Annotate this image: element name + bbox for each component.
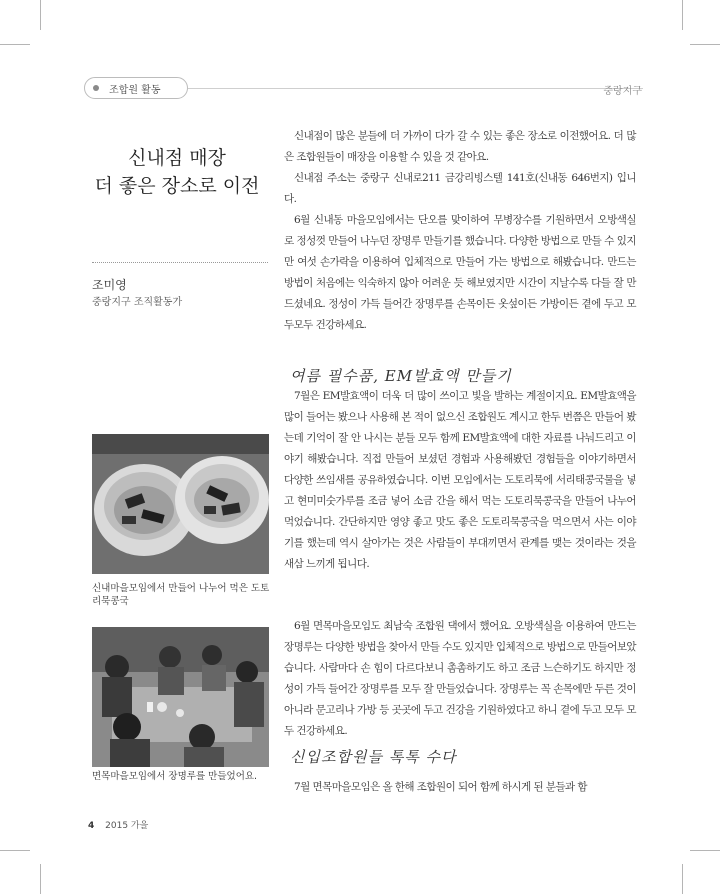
crop-mark: [682, 864, 683, 894]
bullet-icon: [93, 85, 99, 91]
photo-caption: 신내마을모임에서 만들어 나누어 먹은 도토리묵콩국: [92, 583, 270, 607]
body-block: [284, 616, 636, 742]
paragraph: 6월 면목마을모임도 최남숙 조합원 댁에서 했어요. 오방색실을 이용하여 만드는 장명루는 다양한 방법을 찾아서 만들 수도 있지만 입체적으로 방법으로 만들어보았습니다. 사람마다 손 힘이 다르다보니 촘촘하기도 하고 조금 느슨하기도 하지만 정성이 가득 들어간 장명루를 모두 잘 만들었습니다. 장명루는 꼭 손목에만 두른 것이 아니라 문고리나 가방 등 곳곳에 두고 건강을 기원하였다고 하니 곁에 두고 모두 모두 건강하세요.: [284, 620, 636, 737]
crop-mark: [690, 850, 720, 851]
section-tag-label: 조합원 활동: [109, 84, 161, 96]
article-title: [92, 144, 262, 200]
crop-mark: [40, 0, 41, 30]
title-line-2: 더 좋은 장소로 이전: [94, 175, 260, 197]
paragraph: 신내점 주소는 중랑구 신내로211 금강리빙스텔 141호(신내동 646번지) 입니다.: [284, 172, 636, 205]
paragraph: 6월 신내동 마을모임에서는 단오를 맞이하여 무병장수를 기원하면서 오방색실로 정성껏 만들어 나누던 장명루 만들기를 했습니다. 다양한 방법으로 만들 수 있지만 여섯 손가락을 이용하여 입체적으로 만들어 가는 방법으로 해봤습니다. 만드는 방법이 처음에는 익숙하지 않아 어려운 듯 해보였지만 시간이 지날수록 다들 잘 만드셨네요. 정성이 가득 들어간 장명루를 손목이든 옷섶이든 가방이든 곁에 두고 모두모두 건강하세요.: [284, 214, 636, 331]
photo-acorn-soup: [92, 434, 269, 574]
page-footer: [88, 818, 148, 831]
crop-mark: [682, 0, 683, 30]
region-label: 중랑지구: [603, 86, 642, 97]
author-role: 중랑지구 조직활동가: [92, 297, 183, 308]
photo-caption: 면목마을모임에서 장명루를 만들었어요.: [92, 771, 258, 782]
crop-mark: [0, 44, 30, 45]
author-name: 조미영: [92, 278, 127, 292]
issue-label: 2015 가을: [105, 821, 149, 831]
paragraph: 7월 면목마을모임은 올 한해 조합원이 되어 함께 하시게 된 분들과 함: [294, 781, 588, 793]
paragraph: 7월은 EM발효액이 더욱 더 많이 쓰이고 빛을 발하는 계절이지요. EM발효액을 많이 들어는 봤으나 사용해 본 적이 없으신 조합원도 계시고 한두 번쯤은 만들어 봤는데 기억이 잘 안 나시는 분들 모두 함께 EM발효액에 대한 자료를 나눠드리고 이야기 해봤습니다. 직접 만들어 보셨던 경험과 사용해봤던 경험들을 이야기하면서 다양한 쓰임새를 공유하였습니다. 이번 모임에서는 도토리묵에 서리태콩국물을 넣고 현미미숫가루를 조금 넣어 소금 간을 해서 먹는 도토리묵콩국을 만들어 나누어 먹었습니다. 간단하지만 영양 좋고 맛도 좋은 도토리묵콩국을 먹으면서 사는 이야기를 했는데 역시 살아가는 것은 사람들이 부대끼면서 관계를 맺는 것이라는 것을 새삼 느끼게 됩니다.: [284, 390, 636, 570]
page-number: 4: [88, 821, 95, 831]
title-line-1: 신내점 매장: [128, 147, 226, 169]
body-block: [284, 777, 636, 798]
crop-mark: [690, 44, 720, 45]
crop-mark: [0, 850, 30, 851]
header-rule: [188, 88, 643, 89]
crop-mark: [40, 864, 41, 894]
subheading: 여름 필수품, EM발효액 만들기: [290, 367, 512, 385]
paragraph: 신내점이 많은 분들에 더 가까이 다가 갈 수 있는 좋은 장소로 이전했어요. 더 많은 조합원들이 매장을 이용할 수 있을 것 같아요.: [284, 130, 636, 163]
body-block: [284, 126, 636, 336]
photo-meeting: [92, 627, 269, 767]
divider: [92, 262, 268, 263]
body-block: [284, 386, 636, 575]
subheading: 신입조합원들 톡톡 수다: [290, 748, 457, 766]
section-tag: [84, 77, 188, 99]
